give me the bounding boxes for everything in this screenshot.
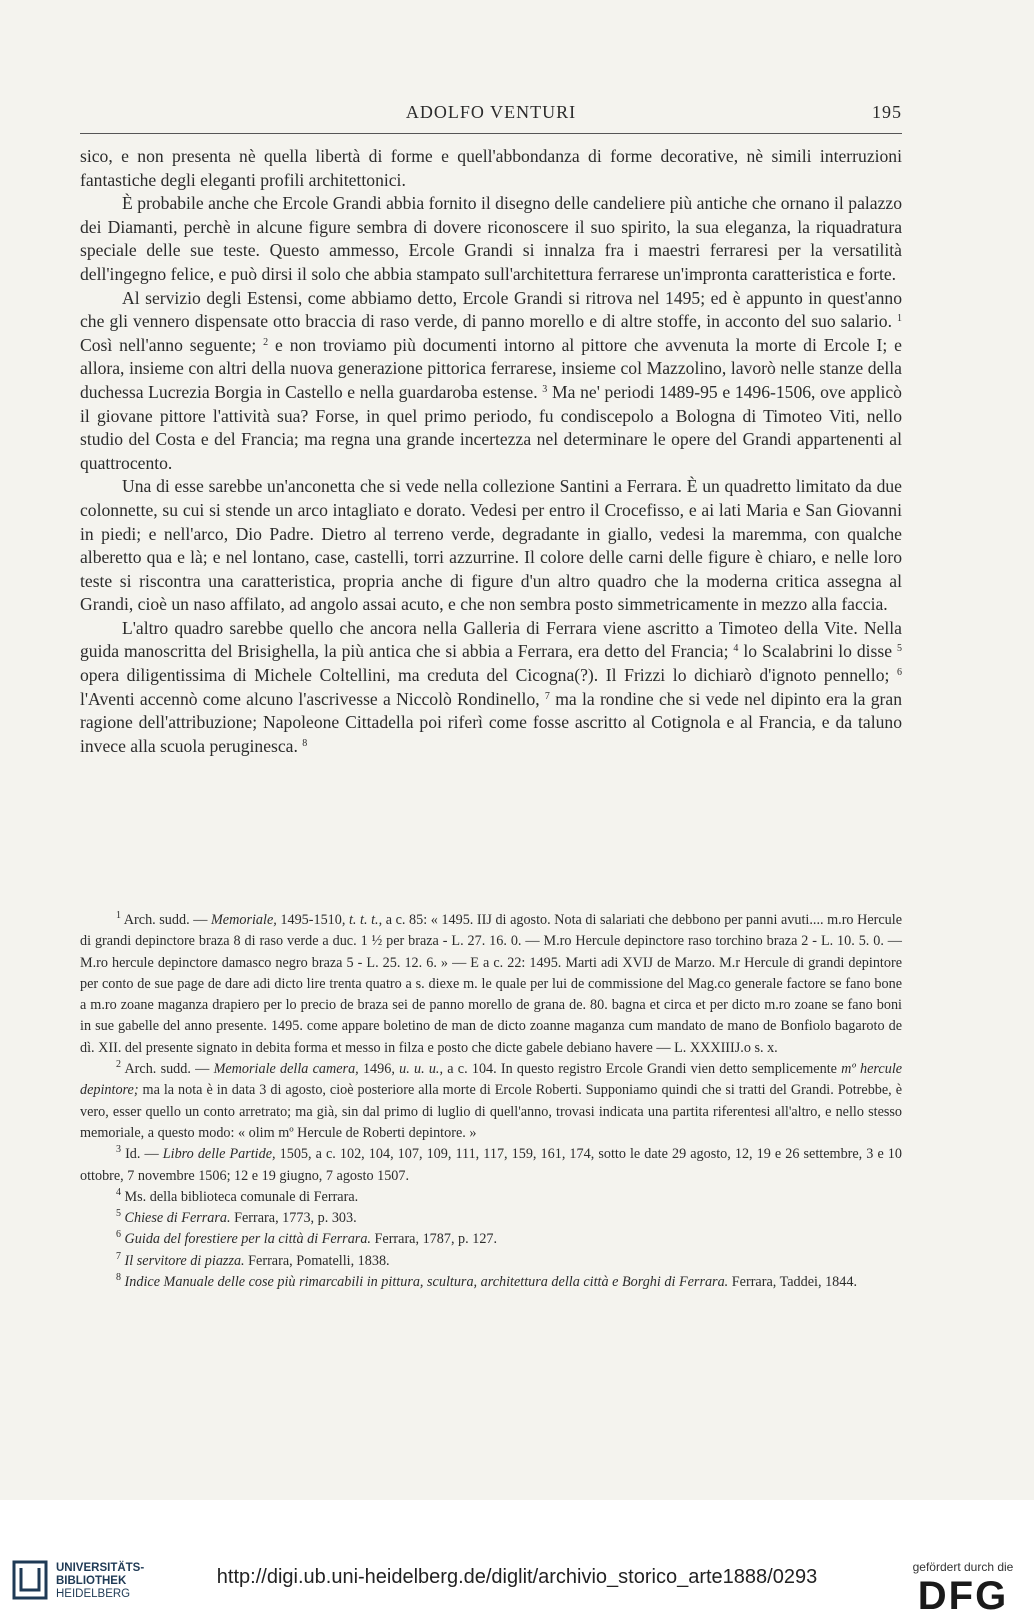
- footer: [0, 1500, 1034, 1624]
- footnote: $^6$ Guida del forestiere per la città di Ferrara. Ferrara, 1787, p. 127.: [116, 1229, 498, 1248]
- footnote-ref: 5: [896, 643, 902, 655]
- footnote-ref: 2: [263, 336, 269, 348]
- footnotes: [80, 910, 902, 1293]
- footnote: $^1$ Arch. sudd. — Memoriale, 1495-1510, t. t. t., a c. 85: « 1495. IIJ di agosto. Nota di salariati che debbono per panni avuti.... m.ro Hercule di grandi depinctore braza 8 di raso verde a duc. 1 ½ per braza - L. 27. 16. 0. — M.ro Hercule depinctore raso torchino braza 2 - L. 10. 5. 0. — M.ro hercule depinctore damasco negro braza 5 - L. 25. 12. 6. » — E a c. 22: 1495. Marti adi XVIJ de Marzo. M.r Hercule di grandi depintore per conto de sue page de dare adi dicto lire trenta quatro a s. diexe m. le quale per lui de commissione del Mag.co generale factore se fano bone a m.ro zoane maganza drapiero per lo precio de braza sei de panno morello de grana de. 80. bagna et circa et per dicto m.ro zoane se fano boni in sue gabelle del anno presente. 1495. come appare boletino de man de dicto zoanne maganza cum mandato de mano de Bonfiolo bagaroto de dì. XII. del presente signato in debita forma et messo in filza e posto che dicte gabele debiano havere — L. XXXIIIJ.o s. x.: [80, 910, 902, 1056]
- funding-caption: gefördert durch die: [912, 1560, 1014, 1574]
- footnote: $^3$ Id. — Libro delle Partide, 1505, a c. 102, 104, 107, 109, 111, 117, 159, 161, 174, sotto le date 29 agosto, 12, 19 e 26 settembre, 3 e 10 ottobre, 7 novembre 1506; 12 e 19 giugno, 7 agosto 1507.: [80, 1144, 902, 1184]
- permalink-url[interactable]: http://digi.ub.uni-heidelberg.de/diglit/archivio_storico_arte1888/0293: [216, 1566, 818, 1588]
- dfg-logo-icon: DFG: [917, 1574, 1009, 1618]
- footnote: $^4$ Ms. della biblioteca comunale di Ferrara.: [116, 1186, 359, 1205]
- footnote-ref: 8: [302, 737, 308, 749]
- paragraph: L'altro quadro sarebbe quello che ancora nella Galleria di Ferrara viene ascritto a Timoteo della Vite. Nella guida manoscritta del Brisighella, la più antica che si abbia a Ferrara, era detto del Francia; $^4$ lo Scalabrini lo disse $^5$ opera diligentissima di Michele Coltellini, ma creduta del Cicogna(?). Il Frizzi lo dichiarò d'ignoto pennello; $^6$ l'Aventi accennò come alcuno l'ascrivesse a Niccolò Rondinello, $^7$ ma la rondine che si vede nel dipinto era la gran ragione dell'attribuzione; Napoleone Cittadella poi riferì come fosse ascritto al Cotignola e al Francia, e da taluno invece alla scuola peruginesca. $^8$: [80, 617, 902, 756]
- footnote: $^7$ Il servitore di piazza. Ferrara, Pomatelli, 1838.: [116, 1250, 390, 1269]
- page-number: 195: [872, 102, 902, 122]
- page-header-title: ADOLFO VENTURI: [405, 102, 577, 122]
- running-head: [80, 100, 902, 130]
- footnote-ref: 4: [733, 643, 739, 655]
- footnote-ref: 1: [897, 313, 902, 325]
- footnote: $^5$ Chiese di Ferrara. Ferrara, 1773, p. 303.: [116, 1208, 357, 1227]
- library-name: UNIVERSITÄTS- BIBLIOTHEK HEIDELBERG: [56, 1562, 145, 1600]
- header-rule: [80, 133, 902, 134]
- footnote-ref: 3: [542, 383, 548, 395]
- footnote-ref: 6: [897, 667, 902, 679]
- paragraph: sico, e non presenta nè quella libertà di forme e quell'abbondanza di forme decorative, nè simili interruzioni fantastiche degli eleganti profili architettonici.: [80, 146, 902, 190]
- body-text: [80, 145, 902, 758]
- paragraph: Una di esse sarebbe un'anconetta che si vede nella collezione Santini a Ferrara. È un quadretto limitato da due colonnette, su cui si stende un arco intagliato e dorato. Vedesi per entro il Crocefisso, e ai lati Maria e San Giovanni in piedi; e nell'arco, Dio Padre. Dietro al terreno verde, degradante in giallo, vedesi la maremma, con qualche alberetto qua e là; e nel lontano, case, castelli, torri azzurrine. Il colore delle carni delle figure è chiaro, e nelle loro teste si riscontra una caratteristica, propria anche di figure d'un altro quadro che la moderna critica assegna al Grandi, cioè un naso affilato, ad angolo assai acuto, e che non sembra posto simmetricamente in mezzo alla faccia.: [80, 476, 902, 615]
- paragraph: È probabile anche che Ercole Grandi abbia fornito il disegno delle candeliere più antiche che ornano il palazzo dei Diamanti, perchè in alcune figure sembra di dovere riconoscere il suo spirito, la sua eleganza, la riquadratura speciale delle sue teste. Questo ammesso, Ercole Grandi si innalza fra i maestri ferraresi per la versatilità dell'ingegno felice, e può dirsi il solo che abbia stampato sull'architettura ferrarese un'impronta caratteristica e forte.: [80, 193, 902, 284]
- footnote: $^2$ Arch. sudd. — Memoriale della camera, 1496, u. u. u., a c. 104. In questo registro Ercole Grandi vien detto semplicemente mº hercule depintore; ma la nota è in data 3 di agosto, cioè posteriore alla morte di Ercole Roberti. Supponiamo quindi che si tratti del Grandi. Potrebbe, è vero, esser quello un conto arretrato; ma già, sin dal primo di luglio di quell'anno, trovasi indicata una partita riferentesi all'altro, e nello stesso memoriale, a questo modo: « olim mº Hercule de Roberti depintore. »: [80, 1059, 903, 1141]
- footnote: $^8$ Indice Manuale delle cose più rimarcabili in pittura, scultura, architettura della città e Borghi di Ferrara. Ferrara, Taddei, 1844.: [116, 1272, 857, 1291]
- paragraph: Al servizio degli Estensi, come abbiamo detto, Ercole Grandi si ritrova nel 1495; ed è appunto in quest'anno che gli vennero dispensate otto braccia di raso verde, di panno morello e di altre stoffe, in acconto del suo salario. $^1$ Così nell'anno seguente; $^2$ e non troviamo più documenti intorno al pittore che avvenuta la morte di Ercole I; e allora, insieme con altri della nuova generazione pittorica ferrarese, insieme col Mazzolino, lavorò nelle stanze della duchessa Lucrezia Borgia in Castello e nella guardaroba estense. $^3$ Ma ne' periodi 1489-95 e 1496-1506, ove applicò il giovane pittore l'attività sua? Forse, in quel primo periodo, fu condiscepolo a Bologna di Timoteo Viti, nello studio del Costa e del Francia; ma regna una grande incertezza nel determinare le opere del Grandi appartenenti al quattrocento.: [80, 287, 902, 473]
- funder-box: [908, 1560, 1018, 1618]
- footnote-ref: 7: [544, 690, 550, 702]
